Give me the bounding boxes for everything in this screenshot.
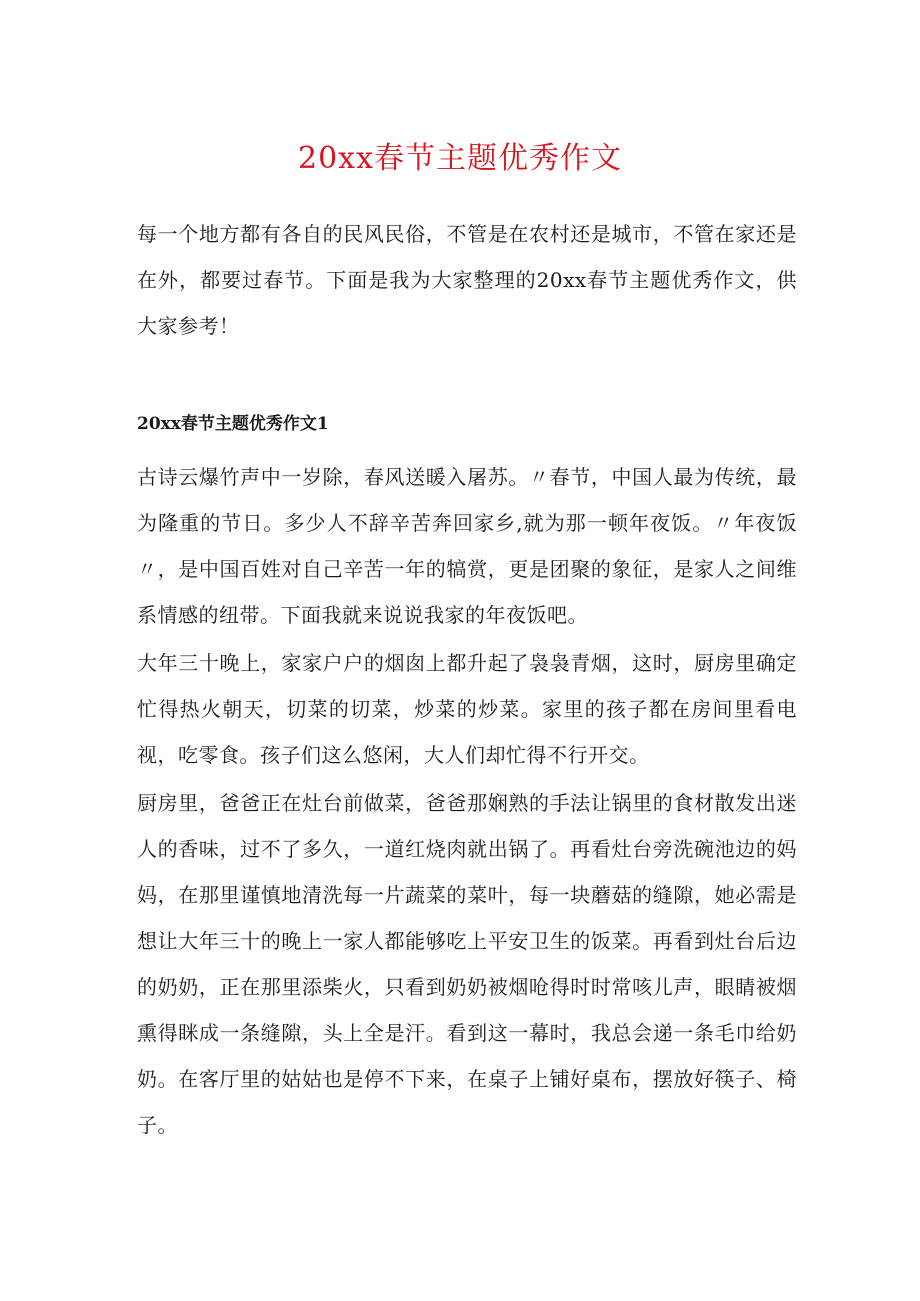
body-paragraph-3: 厨房里，爸爸正在灶台前做菜，爸爸那娴熟的手法让锅里的食材散发出迷人的香味，过不了多久，一道红烧肉就出锅了。再看灶台旁洗碗池边的妈妈，在那里谨慎地清洗每一片蔬菜的菜叶，每一块蘑菇的缝隙，她必需是想让大年三十的晚上一家人都能够吃上平安卫生的饭菜。再看到灶台后边的奶奶，正在那里添柴火，只看到奶奶被烟呛得时时常咳儿声，眼睛被烟熏得眯成一条缝隙，头上全是汗。看到这一幕时，我总会递一条毛巾给奶奶。在客厅里的姑姑也是停不下来，在桌子上铺好桌布，摆放好筷子、椅子。 <box>137 791 797 1137</box>
intro-paragraph: 每一个地方都有各自的民风民俗，不管是在农村还是城市，不管在家还是在外，都要过春节。下面是我为大家整理的20xx春节主题优秀作文，供大家参考！ <box>137 222 797 338</box>
body-paragraph-2: 大年三十晚上，家家户户的烟囱上都升起了袅袅青烟，这时，厨房里确定忙得热火朝天，切菜的切菜，炒菜的炒菜。家里的孩子都在房间里看电视，吃零食。孩子们这么悠闲，大人们却忙得不行开交。 <box>137 651 797 767</box>
body-paragraph-1: 古诗云爆竹声中一岁除，春风送暖入屠苏。〃春节，中国人最为传统，最为隆重的节日。多少人不辞辛苦奔回家乡,就为那一顿年夜饭。〃年夜饭〃，是中国百姓对自己辛苦一年的犒赏，更是团聚的象征，是家人之间维系情感的纽带。下面我就来说说我家的年夜饭吧。 <box>137 465 797 627</box>
document-title: 20xx春节主题优秀作文 <box>297 141 622 176</box>
section-heading: 20xx春节主题优秀作文1 <box>137 414 329 434</box>
